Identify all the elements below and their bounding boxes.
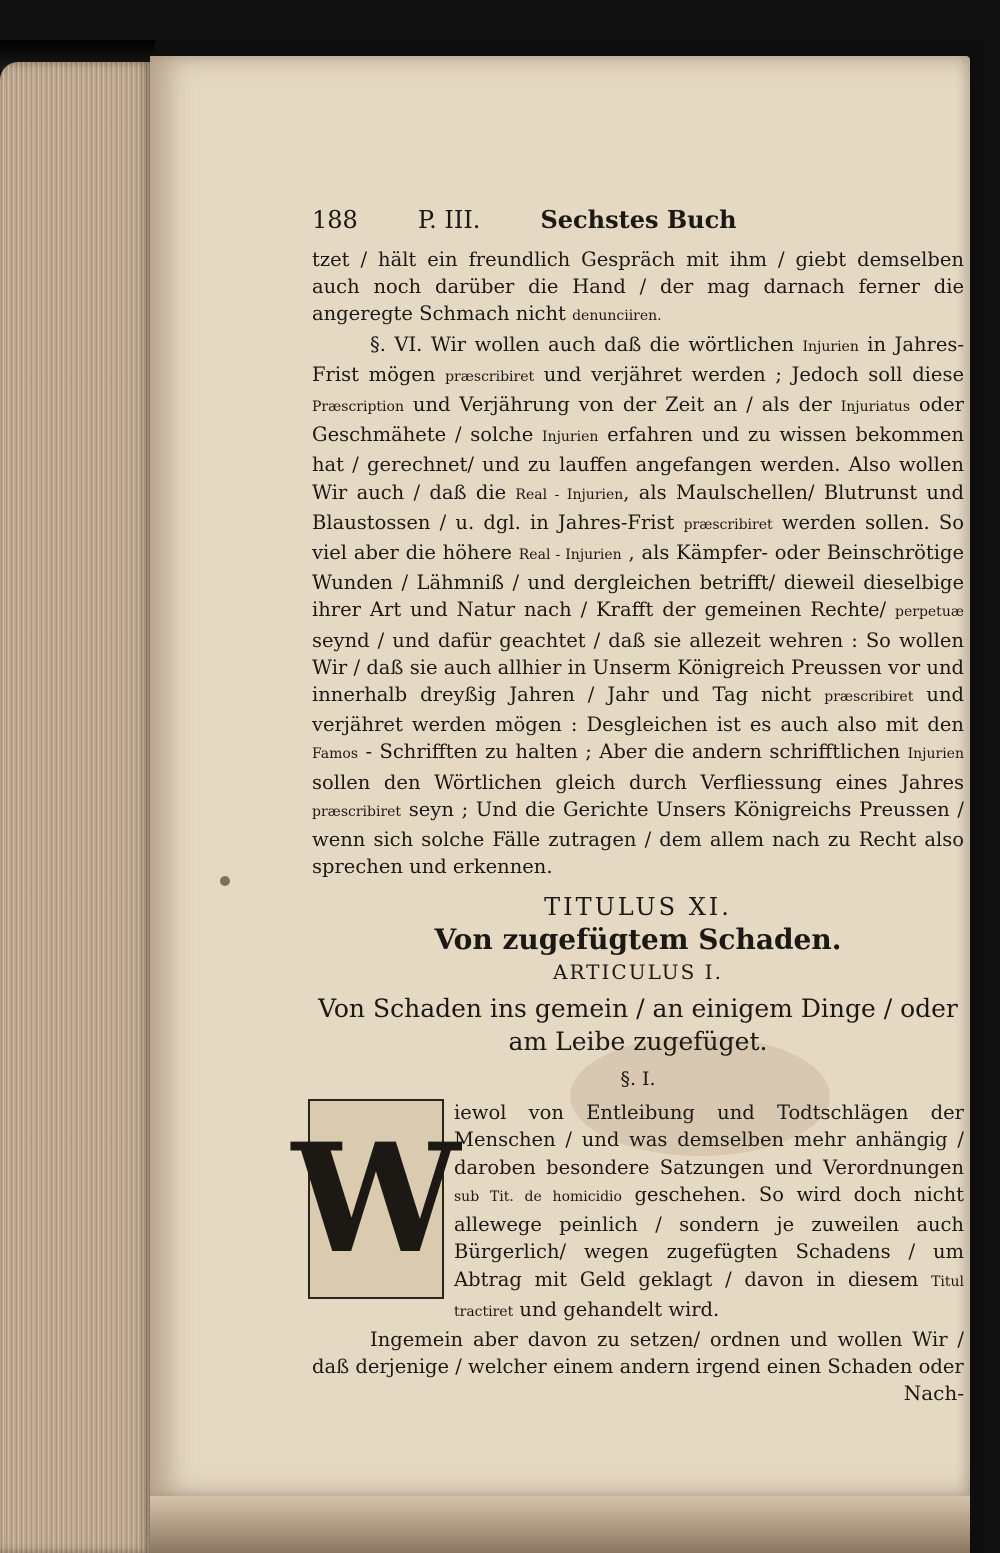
latin-term: præscribiret <box>445 368 535 385</box>
paragraph-section-vi <box>312 331 964 881</box>
text-run: erfahren und zu wissen bekommen hat / gerechnet/ und zu lauffen angefangen werden. Also wollen Wir auch / daß die <box>312 423 964 504</box>
titulus-heading: TITULUS XI. <box>544 893 732 922</box>
text-run: , als Maulschellen/ Blutrunst und Blaustossen / u. dgl. in Jahres-Frist <box>312 480 964 534</box>
text-run: oder Geschmähete / solche <box>312 393 964 447</box>
text-run: Ingemein aber davon zu setzen/ ordnen und wollen Wir / daß derjenige / welcher einem andern irgend einen Schaden oder <box>312 1327 964 1379</box>
running-header <box>312 206 964 242</box>
titulus-subtitle: Von zugefügtem Schaden. <box>434 922 842 956</box>
articulus-title: Von Schaden ins gemein / an einigem Dinge / oder am Leibe zugefüget. <box>318 994 958 1057</box>
text-run: in Jahres-Frist mögen <box>312 332 965 386</box>
text-run: und verjähret werden ; Jedoch soll diese <box>534 362 964 386</box>
section-mark: §. I. <box>620 1068 656 1091</box>
latin-term: Injurien <box>907 746 964 763</box>
latin-term: Injurien <box>802 338 859 355</box>
page-bottom-edge <box>150 1496 970 1553</box>
articulus-heading: ARTICULUS I. <box>553 959 723 984</box>
text-run: werden sollen. So viel aber die höhere <box>312 510 964 565</box>
latin-term: denunciiren. <box>572 308 662 325</box>
text-run: , als Kämpfer- oder Beinschrötige Wunden / Lähmniß / und dergleichen betrifft/ dieweil dieselbige ihrer Art und Natur nach / Krafft der gemeinen Rechte/ <box>312 541 964 622</box>
text-run: iewol von Entleibung und Todtschlägen der Menschen / und was demselben mehr anhängig / daroben besondere Satzungen und Verordnungen <box>454 1101 964 1179</box>
text-run: sollen den Wörtlichen gleich durch Verfliessung eines Jahres <box>312 770 964 794</box>
latin-term: perpetuæ <box>895 604 964 621</box>
initial-block <box>291 1099 965 1326</box>
page-number: 188 <box>312 206 358 234</box>
text-run: und verjähret werden mögen : Desgleichen ist es auch also mit den <box>312 683 964 737</box>
paragraph-1 <box>312 246 964 331</box>
text-run: §. VI. Wir wollen auch daß die wörtlichen <box>370 332 803 356</box>
page-edges <box>0 62 152 1553</box>
latin-term: præscribiret <box>683 516 773 533</box>
latin-term: sub Tit. de homicidio <box>454 1188 622 1205</box>
latin-term: Præscription <box>312 399 404 416</box>
latin-term: Famos <box>312 746 358 763</box>
book-title: Sechstes Buch <box>540 205 737 234</box>
latin-term: præscribiret <box>312 803 402 820</box>
text-run: und Verjährung von der Zeit an / als der <box>403 393 841 417</box>
latin-term: Real - Injurien <box>518 547 622 564</box>
paragraph-closing <box>312 1326 964 1380</box>
text-run: seynd / und dafür geachtet / daß sie allezeit wehren : So wollen Wir / daß sie auch allhier in Unserm Königreich Preussen vor und innerhalb dreyßig Jahren / Jahr und Tag nicht <box>312 628 964 707</box>
text-run: geschehen. So wird doch nicht allewege peinlich / sondern je zuweilen auch Bürgerlich/ wegen zugefügten Schadens / um Abtrag mit Geld geklagt / davon in diesem <box>454 1182 965 1291</box>
latin-term: Injurien <box>542 429 599 446</box>
latin-term: Injuriatus <box>840 399 910 416</box>
latin-term: præscribiret <box>824 689 914 706</box>
catchword: Nach- <box>903 1381 964 1406</box>
part-label: P. III. <box>417 206 481 234</box>
page-text <box>291 205 965 1408</box>
decorated-initial: W <box>308 1099 444 1299</box>
text-run: tzet / hält ein freundlich Gespräch mit ihm / giebt demselben auch noch darüber die Hand / der mag darnach ferner die angeregte Schmach nicht <box>312 248 964 326</box>
page-stain <box>220 876 230 886</box>
text-run: und gehandelt wird. <box>513 1297 720 1321</box>
text-run: seyn ; Und die Gerichte Unsers Königreichs Preussen / wenn sich solche Fälle zutragen / dem allem nach zu Recht also sprechen und erkennen. <box>312 797 964 879</box>
latin-term: Real - Injurien <box>515 486 624 503</box>
text-run: - Schrifften zu halten ; Aber die andern schrifftlichen <box>358 740 908 764</box>
latin-term: Titul tractiret <box>454 1273 964 1320</box>
